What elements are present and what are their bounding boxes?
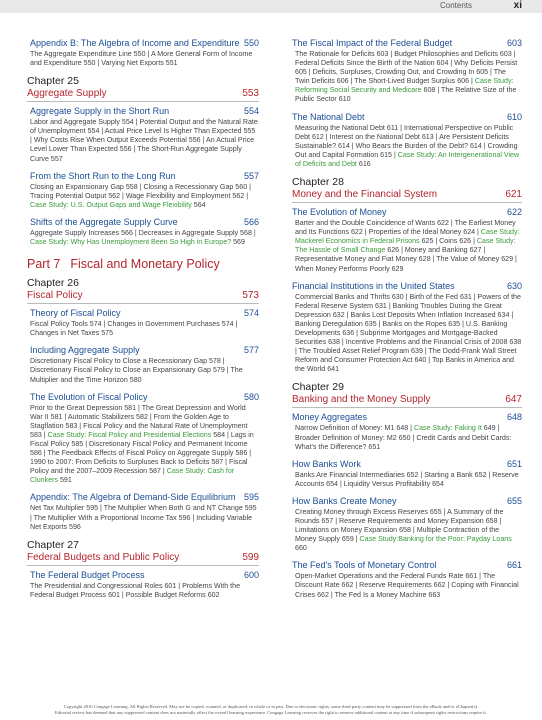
case-study-link[interactable]: Case Study: The Hassle of Small Change xyxy=(295,237,516,255)
case-study-link[interactable]: Case Study: Why Has Unemployment Been So High in Europe? xyxy=(30,238,232,247)
copyright-footer xyxy=(0,704,542,716)
toc-entry xyxy=(292,112,522,169)
section-topics: Measuring the National Debt 611 | International Perspective on Public Debt 612 | Interest on the National Debt 613 | Are Persistent Deficits Sustainable? 614 | Who Bears the Burden of the Debt? 614 | Crowding Out and Capital Formation 615 | Case Study: An Intergenerational View of Deficits and Debt 616 xyxy=(295,123,520,168)
section-heading[interactable]: The National Debt 610 xyxy=(292,111,522,122)
section-topics: Fiscal Policy Tools 574 | Changes in Government Purchases 574 | Changes in Net Taxes 575 xyxy=(30,320,238,338)
toc-entry xyxy=(292,412,522,451)
chapter-27 xyxy=(27,539,259,566)
chapter-label: Chapter 25 xyxy=(27,75,79,88)
section-heading[interactable]: Appendix: The Algebra of Demand-Side Equilibrium 595 xyxy=(30,492,259,503)
right-column xyxy=(292,38,522,607)
section-topics: Barter and the Double Coincidence of Wants 622 | The Earliest Money and Its Functions 622 | Properties of the Ideal Money 624 | Case Study: Mackerel Economics in Federal Prisons 625 | Coins 626 | Case Study: The Hassle of Small Change 626 | Money and Banking 627 | Representative Money and Fiat Money 628 | The Value of Money 629 | When Money Performs Poorly 629 xyxy=(295,219,520,273)
toc-entry xyxy=(292,560,522,599)
toc-entry xyxy=(292,496,522,553)
case-study-link[interactable]: Case Study:Banking for the Poor: Payday Loans xyxy=(359,535,512,544)
chapter-label: Chapter 29 xyxy=(292,381,344,394)
section-topics: Labor and Aggregate Supply 554 | Potential Output and the Natural Rate of Unemployment 554 | Actual Price Level Is Higher Than Expected 555 | Why Costs Rise When Output Exceeds Potential 556 | An Actual Price Level Lower Than Expected 556 | The Short-Run Aggregate Supply Curve 557 xyxy=(30,118,258,163)
chapter-29 xyxy=(292,381,522,408)
toc-entry xyxy=(27,106,259,163)
toc-entry xyxy=(292,459,522,489)
section-topics: The Presidential and Congressional Roles 601 | Problems With the Federal Budget Process 601 | Possible Budget Reforms 602 xyxy=(30,581,241,599)
toc-entry xyxy=(27,171,259,210)
section-heading[interactable]: The Fed's Tools of Monetary Control 661 xyxy=(292,560,522,571)
section-topics: Closing an Expansionary Gap 558 | Closing a Recessionary Gap 560 | Tracing Potential Output 562 | Wage Flexibility and Employment 562 | Case Study: U.S. Output Gaps and Wage Flexibility 564 xyxy=(30,182,251,209)
section-heading[interactable]: Money Aggregates 648 xyxy=(292,412,522,423)
case-study-link[interactable]: Case Study: Mackerel Economics in Federal Prisons xyxy=(295,228,520,246)
section-topics: Narrow Definition of Money: M1 648 | Case Study: Faking It 649 | Broader Definition of Money: M2 650 | Credit Cards and Debit Cards: What's the Difference? 651 xyxy=(295,424,512,451)
page-number: xi xyxy=(513,0,522,11)
section-topics: Aggregate Supply Increases 566 | Decreases in Aggregate Supply 568 | Case Study: Why Has Unemployment Been So High in Europe? 569 xyxy=(30,228,256,247)
section-heading[interactable]: The Evolution of Fiscal Policy 580 xyxy=(30,391,259,402)
toc-entry xyxy=(27,38,259,68)
copyright-line: Copyright 2010 Cengage Learning. All Rights Reserved. May not be copied, scanned, or duplicated, in whole or in part. Due to electronic rights, some third party content may be suppressed from the eBook and/or eChapter(s). xyxy=(63,704,479,709)
chapter-title[interactable]: Federal Budgets and Public Policy 599 xyxy=(27,551,259,566)
case-study-link[interactable]: Case Study: U.S. Output Gaps and Wage Flexibility xyxy=(30,200,192,209)
chapter-title[interactable]: Banking and the Money Supply 647 xyxy=(292,393,522,408)
section-topics: Creating Money through Excess Reserves 655 | A Summary of the Rounds 657 | Reserve Requirements and Money Expansion 658 | Limitations on Money Expansion 658 | Multiple Contraction of the Money Supply 659 | Case Study:Banking for the Poor: Payday Loans 660 xyxy=(295,507,512,553)
section-heading[interactable]: Financial Institutions in the United States 630 xyxy=(292,280,522,291)
section-heading[interactable]: Including Aggregate Supply 577 xyxy=(30,345,259,356)
section-heading[interactable]: Appendix B: The Algebra of Income and Expenditure 550 xyxy=(30,38,259,48)
case-study-link[interactable]: Case Study: Reforming Social Security and Medicare xyxy=(295,77,514,95)
section-topics: The Aggregate Expenditure Line 550 | A More General Form of Income and Expenditure 550 | Varying Net Exports 551 xyxy=(30,50,253,68)
part-heading xyxy=(27,257,259,271)
chapter-title[interactable]: Aggregate Supply 553 xyxy=(27,87,259,102)
section-heading[interactable]: Theory of Fiscal Policy 574 xyxy=(30,308,259,319)
running-head: Contents xyxy=(439,1,472,10)
section-topics: Commercial Banks and Thrifts 630 | Birth of the Fed 631 | Powers of the Federal Reserve System 631 | Banking Troubles During the Great Depression 632 | Banks Lost Deposits When Inflation Increased 634 | Banking Deregulation 635 | Banks on the Ropes 635 | U.S. Banking Developments 636 | Subprime Mortgages and Mortgage-Backed Securities 638 | Incentive Problems and the Financial Crisis of 2008 638 | The Troubled Asset Relief Program 639 | The Dodd-Frank Wall Street Reform and Consumer Protection Act 640 | Top Banks in America and the World 641 xyxy=(295,292,522,374)
left-column xyxy=(27,38,259,607)
toc-entry xyxy=(292,207,522,274)
section-heading[interactable]: How Banks Work 651 xyxy=(292,458,522,469)
case-study-link[interactable]: Case Study: An Intergenerational View of Deficits and Debt xyxy=(295,150,520,168)
case-study-link[interactable]: Case Study: Fiscal Policy and Presidential Elections xyxy=(47,430,212,439)
chapter-label: Chapter 27 xyxy=(27,538,79,551)
chapter-label: Chapter 26 xyxy=(27,277,79,290)
section-heading[interactable]: How Banks Create Money 655 xyxy=(292,495,522,506)
copyright-line: Editorial review has deemed that any suppressed content does not materially affect the overall learning experience. Cengage Learning reserves the right to remove additional content at any time if subsequent rights restrictions require it. xyxy=(55,710,487,715)
toc-entry xyxy=(292,38,522,105)
toc-entry xyxy=(27,570,259,600)
chapter-28 xyxy=(292,176,522,203)
chapter-title[interactable]: Fiscal Policy 573 xyxy=(27,289,259,304)
case-study-link[interactable]: Case Study: Faking It xyxy=(413,424,482,433)
section-heading[interactable]: The Fiscal Impact of the Federal Budget 603 xyxy=(292,38,522,48)
part-number: Part 7 xyxy=(27,257,61,272)
chapter-label: Chapter 28 xyxy=(292,176,344,189)
part-title: Fiscal and Monetary Policy xyxy=(70,257,220,272)
toc-entry xyxy=(27,345,259,384)
toc-entry xyxy=(27,492,259,531)
toc-entry xyxy=(292,281,522,375)
section-topics: Discretionary Fiscal Policy to Close a Recessionary Gap 578 | Discretionary Fiscal Policy to Close an Expansionary Gap 579 | The Multiplier and the Time Horizon 580 xyxy=(30,357,243,384)
case-study-link[interactable]: Case Study: Cash for Clunkers xyxy=(30,467,235,485)
section-topics: Banks Are Financial Intermediaries 652 | Starting a Bank 652 | Reserve Accounts 654 | Liquidity Versus Profitability 654 xyxy=(295,470,519,488)
toc-entry xyxy=(27,308,259,338)
section-topics: Net Tax Multiplier 595 | The Multiplier When Both G and NT Change 595 | The Multiplier With a Proportional Income Tax 596 | Including Variable Net Exports 596 xyxy=(30,504,257,531)
section-topics: Prior to the Great Depression 581 | The Great Depression and World War II 581 | Automatic Stabilizers 582 | From the Golden Age to Stagflation 583 | Fiscal Policy and the Natural Rate of Unemployment 583 | Case Study: Fiscal Policy and Presidential Elections 584 | Lags in Fiscal Policy 585 | Discretionary Fiscal Policy and Permanent Income 586 | The Feedback Effects of Fiscal Policy on Aggregate Supply 586 | 1990 to 2007: From Deficits to Surpluses Back to Deficits 587 | Fiscal Policy and the 2007–2009 Recession 587 | Case Study: Cash for Clunkers 591 xyxy=(30,403,254,485)
chapter-title[interactable]: Money and the Financial System 621 xyxy=(292,188,522,203)
section-heading[interactable]: The Federal Budget Process 600 xyxy=(30,569,259,580)
header-bar xyxy=(0,0,542,13)
section-heading[interactable]: From the Short Run to the Long Run 557 xyxy=(30,170,259,181)
section-heading[interactable]: The Evolution of Money 622 xyxy=(292,207,522,218)
toc-entry xyxy=(27,392,259,486)
section-topics: Open-Market Operations and the Federal Funds Rate 661 | The Discount Rate 662 | Reserve Requirements 662 | Coping with Financial Crises 662 | The Fed Is a Money Machine 663 xyxy=(295,572,519,599)
chapter-25 xyxy=(27,75,259,102)
section-heading[interactable]: Shifts of the Aggregate Supply Curve 566 xyxy=(30,216,259,227)
chapter-26 xyxy=(27,277,259,304)
toc-entry xyxy=(27,217,259,247)
section-topics: The Rationale for Deficits 603 | Budget Philosophies and Deficits 603 | Federal Deficits Since the Birth of the Nation 604 | Why Deficits Persist 605 | Deficits, Surpluses, Crowding Out, and Crowding In 605 | The Twin Deficits 606 | The Short-Lived Budget Surplus 606 | Case Study: Reforming Social Security and Medicare 608 | The Relative Size of the Public Sector 610 xyxy=(295,50,518,104)
section-heading[interactable]: Aggregate Supply in the Short Run 554 xyxy=(30,106,259,117)
